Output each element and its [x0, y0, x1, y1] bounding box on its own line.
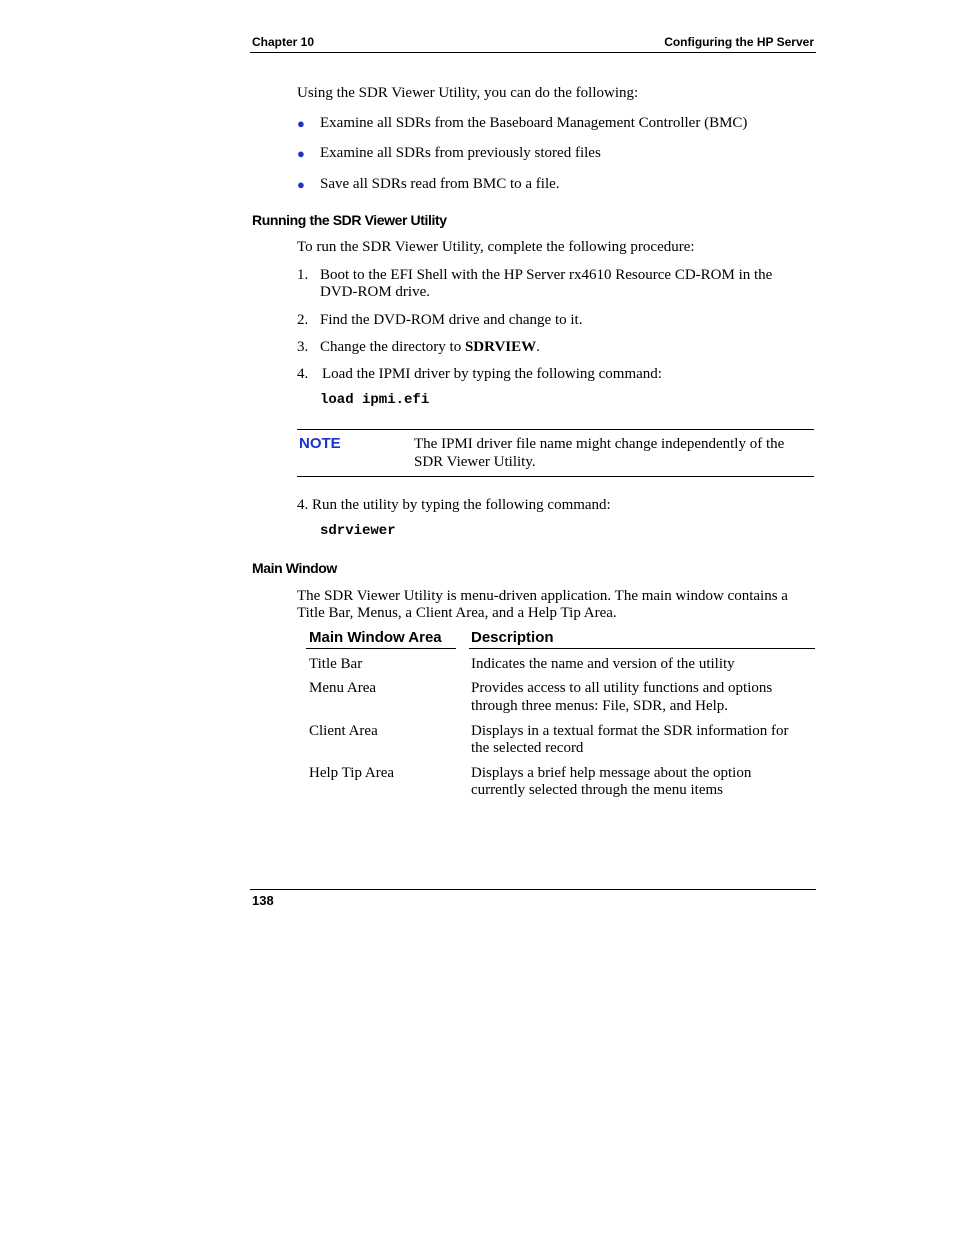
table-cell-area: Help Tip Area [309, 765, 395, 781]
directory-name: SDRVIEW [464, 339, 537, 355]
bullet-item: Examine all SDRs from the Baseboard Management Controller (BMC) [320, 115, 748, 131]
table-cell-area: Menu Area [309, 680, 377, 696]
table-cell-area: Client Area [309, 723, 378, 739]
note-label: NOTE [299, 435, 341, 452]
bullet-dot-icon: ● [297, 116, 305, 131]
main-window-paragraph: The SDR Viewer Utility is menu-driven application. The main window contains a [297, 588, 788, 604]
main-window-paragraph: Title Bar, Menus, a Client Area, and a Help Tip Area. [297, 605, 617, 621]
intro-paragraph: Using the SDR Viewer Utility, you can do the following: [297, 85, 639, 101]
note-text: SDR Viewer Utility. [414, 454, 536, 470]
note-text: The IPMI driver file name might change independently of the [414, 436, 785, 452]
note-top-rule [297, 429, 814, 430]
table-header-rule-left [306, 648, 456, 649]
command-sdrviewer: sdrviewer [320, 523, 396, 539]
step-text: Find the DVD-ROM drive and change to it. [320, 312, 583, 328]
step-number: 1. [297, 267, 309, 283]
step-number: 3. [297, 339, 309, 355]
bullet-item: Save all SDRs read from BMC to a file. [320, 176, 560, 192]
bullet-dot-icon: ● [297, 177, 305, 192]
table-cell-description: currently selected through the menu items [471, 782, 724, 798]
step-text-post: . [536, 339, 540, 355]
table-cell-description: Indicates the name and version of the utility [471, 656, 735, 672]
step-text: Boot to the EFI Shell with the HP Server rx4610 Resource CD-ROM in the [320, 267, 773, 283]
table-cell-description: Displays a brief help message about the option [471, 765, 752, 781]
step-number: 4. [297, 366, 309, 382]
step-text: DVD-ROM drive. [320, 284, 430, 300]
step-run-utility: 4. Run the utility by typing the following command: [297, 497, 611, 513]
table-cell-description: Provides access to all utility functions and options [471, 680, 773, 696]
note-bottom-rule [297, 476, 814, 477]
table-header-rule-right [469, 648, 815, 649]
running-header-title: Configuring the HP Server [664, 35, 814, 49]
step-text: Load the IPMI driver by typing the following command: [322, 366, 662, 382]
section-heading-running: Running the SDR Viewer Utility [252, 212, 447, 228]
table-header-description: Description [471, 629, 554, 646]
table-cell-description: Displays in a textual format the SDR information for [471, 723, 789, 739]
section-heading-main-window: Main Window [252, 560, 337, 576]
header-rule [250, 52, 816, 53]
table-cell-description: the selected record [471, 740, 584, 756]
step-text-pre: Change the directory to [320, 339, 465, 355]
step-number: 2. [297, 312, 309, 328]
command-load-ipmi: load ipmi.efi [320, 392, 430, 408]
running-header-chapter: Chapter 10 [252, 35, 315, 49]
table-cell-area: Title Bar [309, 656, 363, 672]
bullet-dot-icon: ● [297, 146, 305, 161]
footer-rule [250, 889, 816, 890]
bullet-item: Examine all SDRs from previously stored files [320, 145, 601, 161]
page-number: 138 [252, 893, 274, 908]
table-cell-description: through three menus: File, SDR, and Help. [471, 698, 729, 714]
table-header-area: Main Window Area [309, 629, 442, 646]
step-text [320, 338, 540, 356]
procedure-lead: To run the SDR Viewer Utility, complete the following procedure: [297, 239, 695, 255]
